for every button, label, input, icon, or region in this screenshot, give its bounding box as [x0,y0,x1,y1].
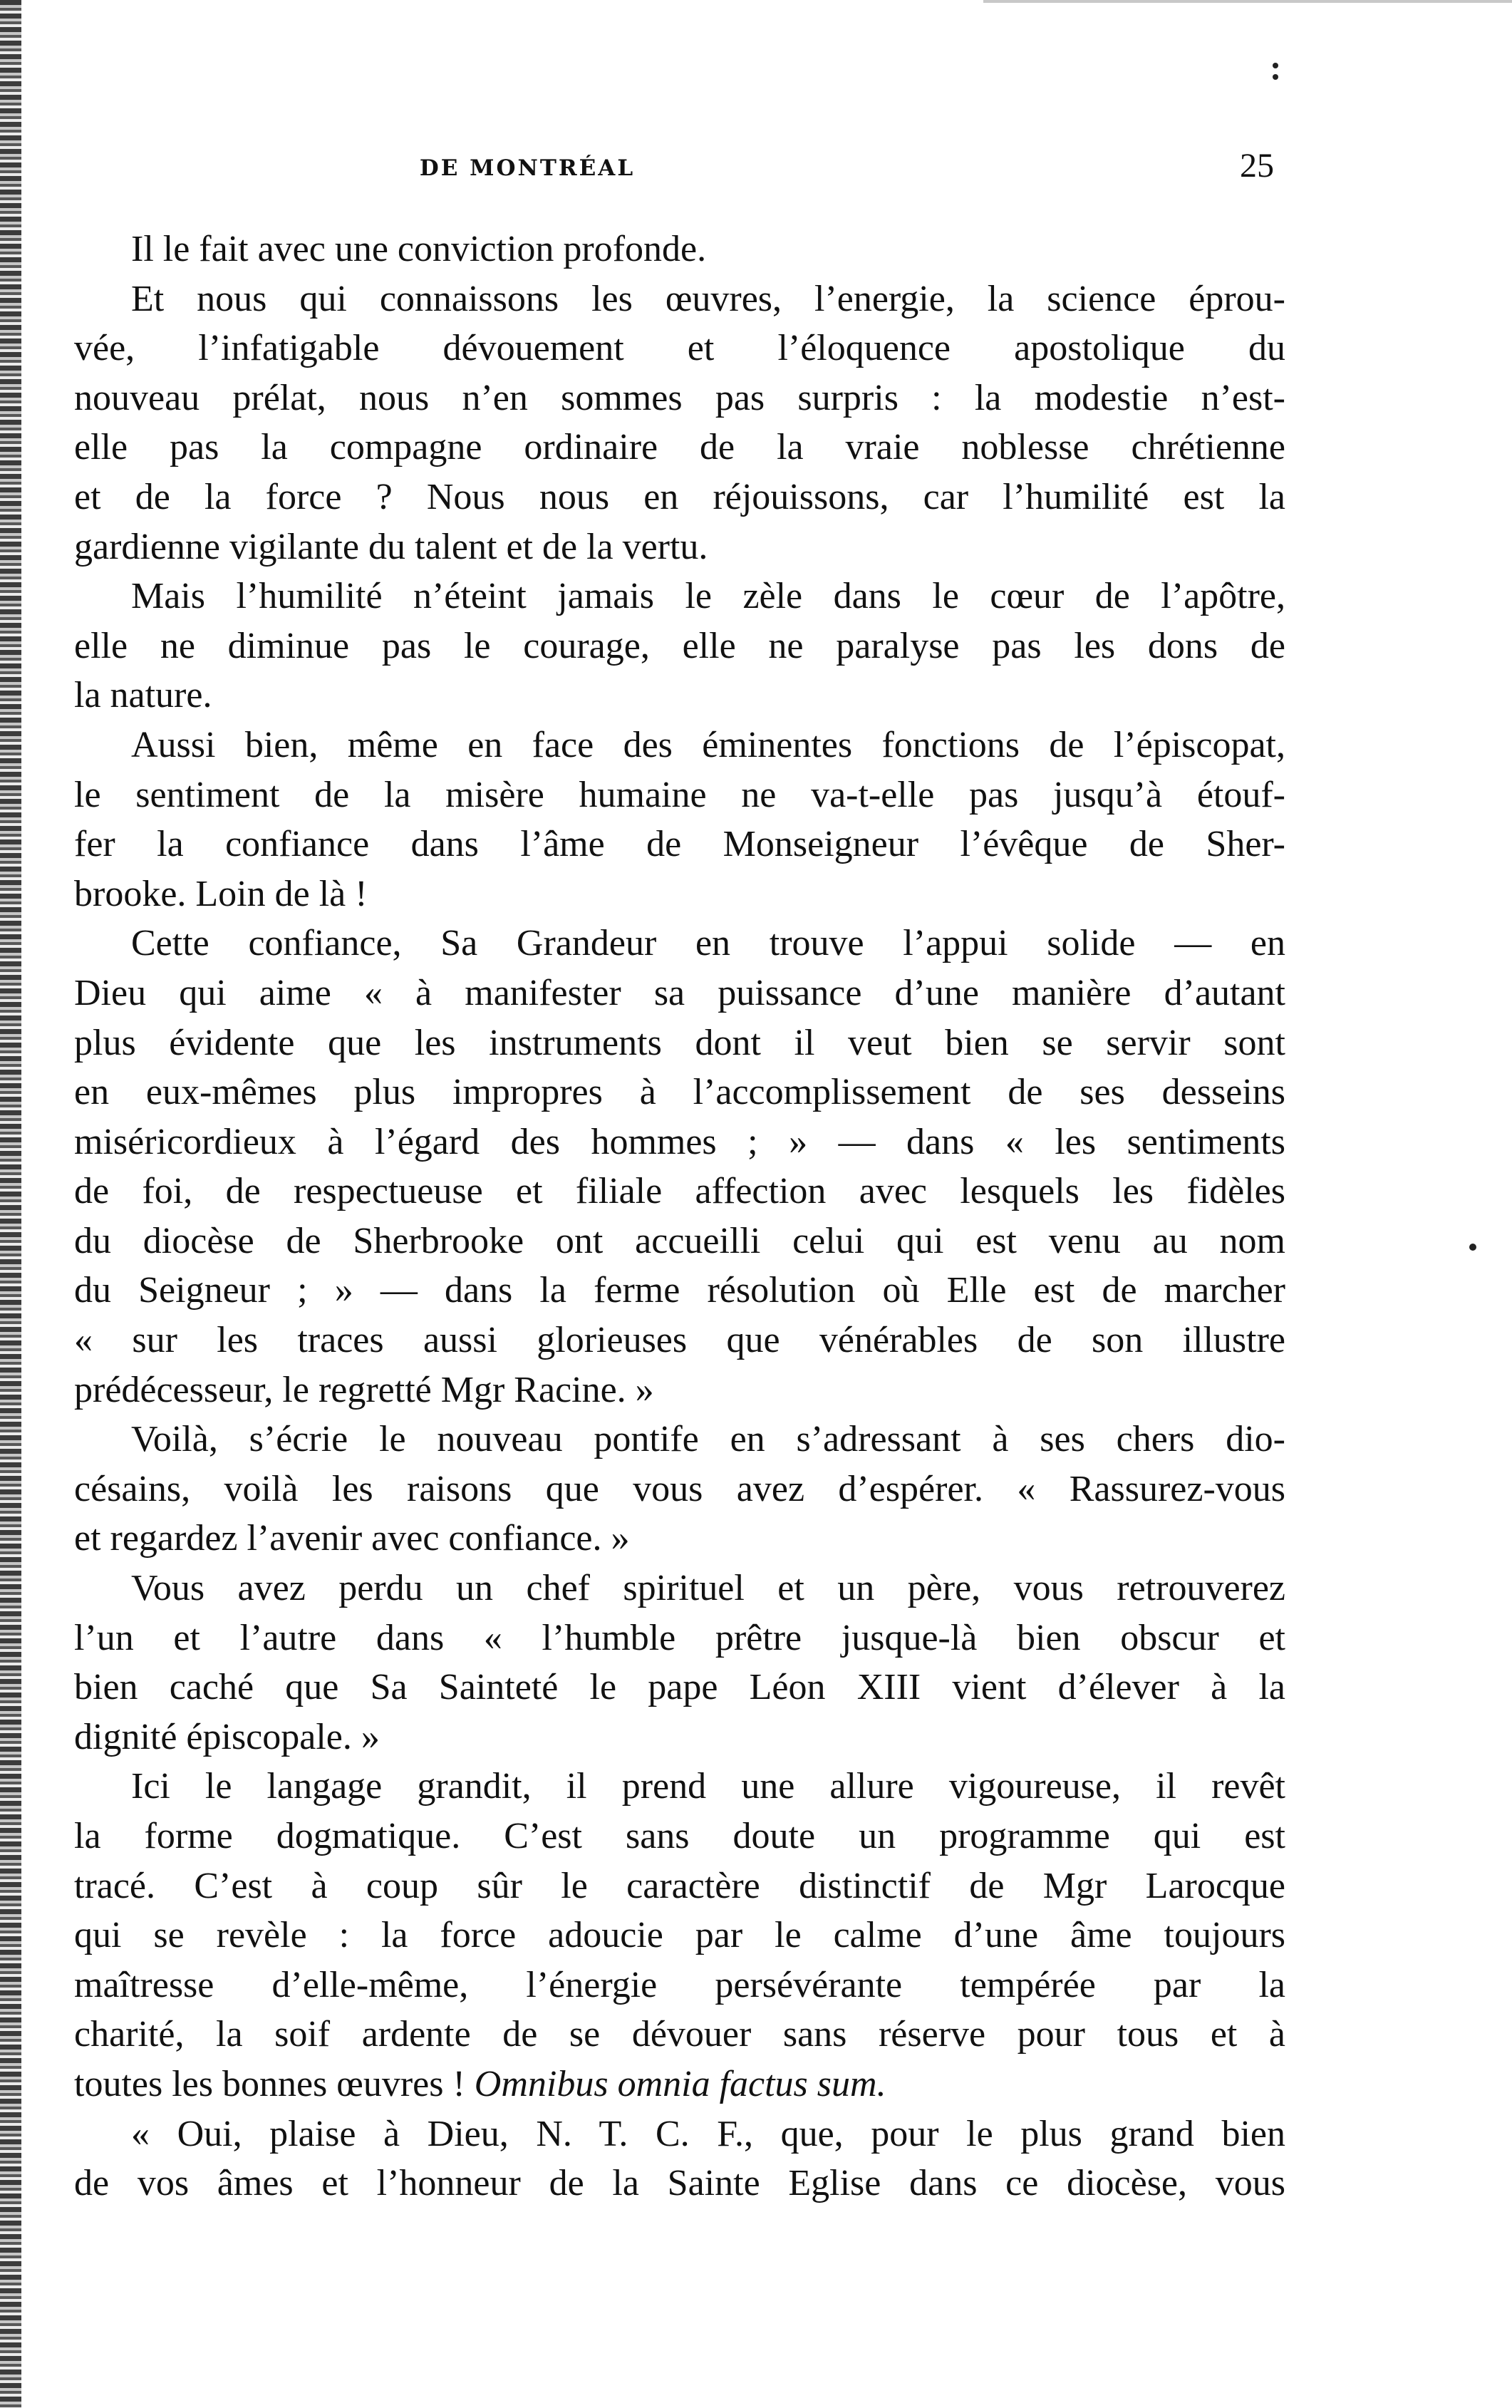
top-scan-rule [983,0,1512,3]
running-title: DE MONTRÉAL [419,155,636,181]
text-line: qui se revèle : la force adoucie par le calme d’une âme toujours [74,1915,1285,1956]
text-line: fer la confiance dans l’âme de Monseigneur l’évêque de Sher- [74,824,1285,865]
text-line: la nature. [74,675,212,716]
text-line: l’un et l’autre dans « l’humble prêtre jusque-là bien obscur et [74,1617,1285,1658]
text-line: du Seigneur ; » — dans la ferme résolution où Elle est de marcher [74,1270,1285,1311]
text-line: plus évidente que les instruments dont il veut bien se servir sont [74,1022,1285,1063]
text-line: Ici le langage grandit, il prend une allure vigoureuse, il revêt [131,1766,1285,1807]
text-line: du diocèse de Sherbrooke ont accueilli celui qui est venu au nom [74,1220,1285,1261]
text-line: brooke. Loin de là ! [74,873,368,914]
text-line: Il le fait avec une conviction profonde. [131,229,707,269]
ink-speck [1273,63,1278,68]
text-line: dignité épiscopale. » [74,1716,380,1757]
text-line: Aussi bien, même en face des éminentes fonctions de l’épiscopat, [131,724,1285,765]
text-line: et de la force ? Nous nous en réjouissons, car l’humilité est la [74,476,1285,517]
text-line: tracé. C’est à coup sûr le caractère distinctif de Mgr Larocque [74,1865,1285,1906]
page-binding-edge [0,0,21,2408]
body-text [74,224,1285,2208]
text-line: nouveau prélat, nous n’en sommes pas surpris : la modestie n’est- [74,377,1285,418]
text-line: « Oui, plaise à Dieu, N. T. C. F., que, pour le plus grand bien [131,2113,1285,2154]
text-line: de vos âmes et l’honneur de la Sainte Eglise dans ce diocèse, vous [74,2163,1285,2204]
text-line: Dieu qui aime « à manifester sa puissance d’une manière d’autant [74,972,1285,1013]
text-line: maîtresse d’elle-même, l’énergie persévérante tempérée par la [74,1964,1285,2005]
text-line: vée, l’infatigable dévouement et l’éloquence apostolique du [74,328,1285,369]
text-line: et regardez l’avenir avec confiance. » [74,1518,630,1559]
text-line: gardienne vigilante du talent et de la vertu. [74,526,708,567]
text-line: de foi, de respectueuse et filiale affection avec lesquels les fidèles [74,1171,1285,1212]
text-line: toutes les bonnes œuvres ! [74,2063,475,2104]
text-line: miséricordieux à l’égard des hommes ; » — dans « les sentiments [74,1121,1285,1162]
latin-motto: Omnibus omnia factus sum. [474,2063,886,2104]
text-line: la forme dogmatique. C’est sans doute un programme qui est [74,1816,1285,1856]
ink-speck [1469,1244,1476,1251]
text-line: « sur les traces aussi glorieuses que vénérables de son illustre [74,1320,1285,1361]
text-line: charité, la soif ardente de se dévouer sans réserve pour tous et à [74,2014,1285,2055]
text-line: bien caché que Sa Sainteté le pape Léon XIII vient d’élever à la [74,1667,1285,1708]
text-line: césains, voilà les raisons que vous avez d’espérer. « Rassurez-vous [74,1468,1285,1509]
text-line: Cette confiance, Sa Grandeur en trouve l’appui solide — en [131,923,1285,964]
text-line-with-italic [74,2060,1285,2109]
text-line: elle ne diminue pas le courage, elle ne paralyse pas les dons de [74,625,1285,666]
ink-speck [1273,74,1278,80]
text-line: le sentiment de la misère humaine ne va-t-elle pas jusqu’à étouf- [74,774,1285,815]
text-line: Mais l’humilité n’éteint jamais le zèle dans le cœur de l’apôtre, [131,576,1285,617]
text-line: Vous avez perdu un chef spirituel et un père, vous retrouverez [131,1568,1285,1609]
text-line: Et nous qui connaissons les œuvres, l’energie, la science éprou- [131,278,1285,319]
text-line: en eux-mêmes plus impropres à l’accomplissement de ses desseins [74,1072,1285,1113]
text-line: elle pas la compagne ordinaire de la vraie noblesse chrétienne [74,427,1285,468]
page-number: 25 [1240,147,1274,185]
text-line: Voilà, s’écrie le nouveau pontife en s’adressant à ses chers dio- [131,1419,1285,1460]
text-line: prédécesseur, le regretté Mgr Racine. » [74,1369,654,1410]
